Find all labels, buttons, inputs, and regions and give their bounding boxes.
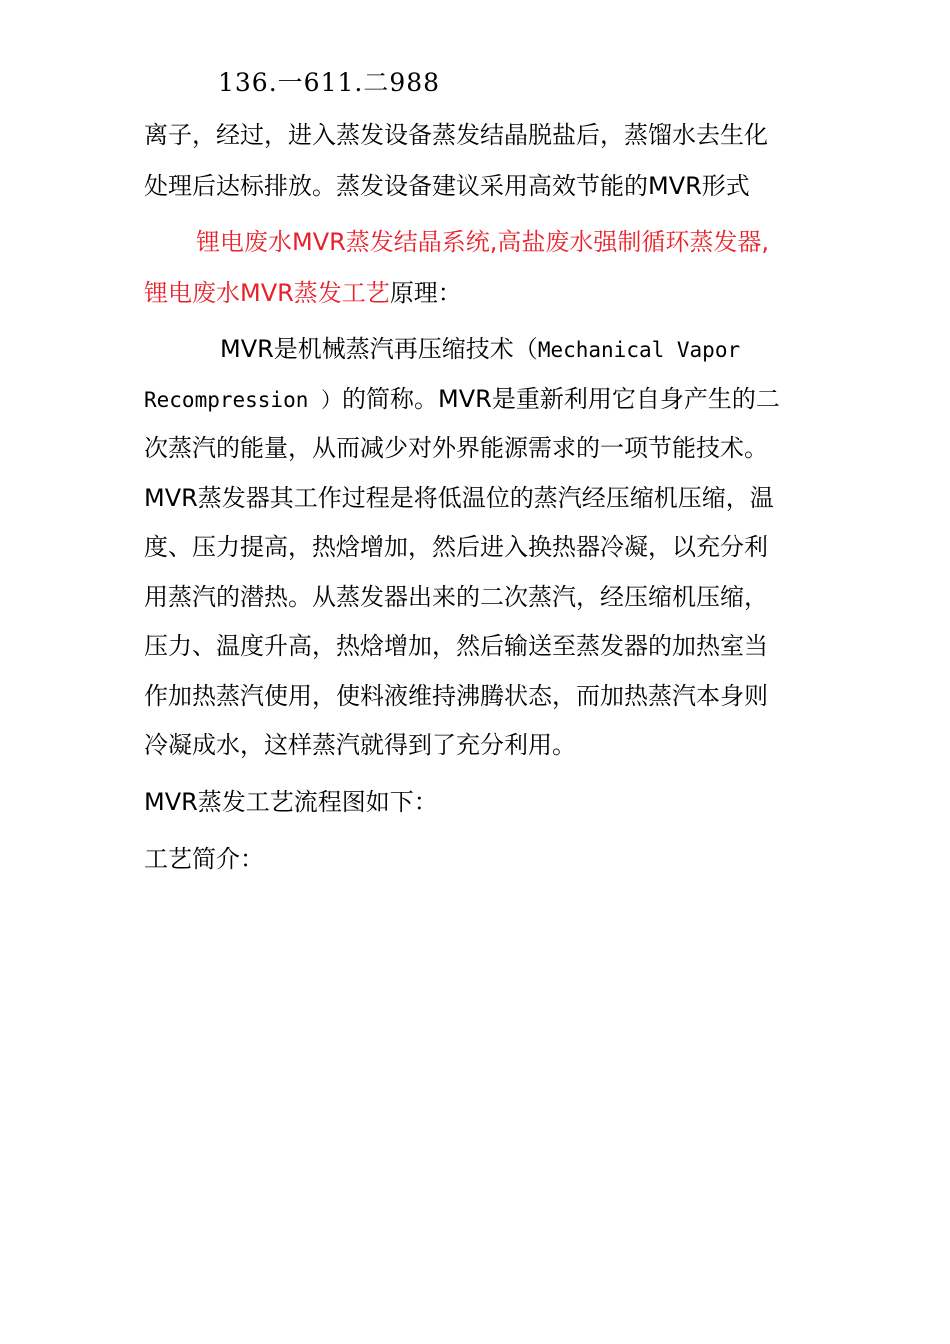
paragraph-3-line-2 xyxy=(144,384,824,415)
principle-label: 原理： xyxy=(389,279,462,307)
paragraph-3-line-4: MVR蒸发器其工作过程是将低温位的蒸汽经压缩机压缩，温 xyxy=(144,484,774,512)
highlight-title-line-2 xyxy=(144,278,824,308)
paragraph-3-line-6: 用蒸汽的潜热。从蒸发器出来的二次蒸汽，经压缩机压缩， xyxy=(144,583,768,611)
highlight-title-line-1: 锂电废水MVR蒸发结晶系统,高盐废水强制循环蒸发器, xyxy=(196,228,770,256)
paragraph-3-line-9: 冷凝成水，这样蒸汽就得到了充分利用。 xyxy=(144,731,576,759)
paragraph-3-line-1 xyxy=(220,334,900,365)
paragraph-1-line-1: 离子，经过，进入蒸发设备蒸发结晶脱盐后，蒸馏水去生化 xyxy=(144,121,768,149)
recompression-text: Recompression ） xyxy=(144,388,343,412)
mvr-abbreviation-text: 的简称。MVR是重新利用它自身产生的二 xyxy=(342,385,780,413)
mvr-definition-text: MVR是机械蒸汽再压缩技术（ xyxy=(220,335,538,363)
paragraph-1-line-2: 处理后达标排放。蒸发设备建议采用高效节能的MVR形式 xyxy=(144,172,750,200)
process-intro-heading: 工艺简介： xyxy=(144,845,264,873)
paragraph-3-line-5: 度、压力提高，热焓增加，然后进入换热器冷凝，以充分利 xyxy=(144,533,768,561)
phone-number: 136.一611.二988 xyxy=(218,68,441,97)
flow-chart-heading: MVR蒸发工艺流程图如下： xyxy=(144,788,438,816)
mechanical-vapor-text: Mechanical Vapor xyxy=(537,338,741,362)
paragraph-3-line-3: 次蒸汽的能量，从而减少对外界能源需求的一项节能技术。 xyxy=(144,434,768,462)
highlight-title-red-text: 锂电废水MVR蒸发工艺 xyxy=(144,279,390,307)
paragraph-3-line-8: 作加热蒸汽使用，使料液维持沸腾状态，而加热蒸汽本身则 xyxy=(144,682,768,710)
paragraph-3-line-7: 压力、温度升高，热焓增加，然后输送至蒸发器的加热室当 xyxy=(144,632,768,660)
